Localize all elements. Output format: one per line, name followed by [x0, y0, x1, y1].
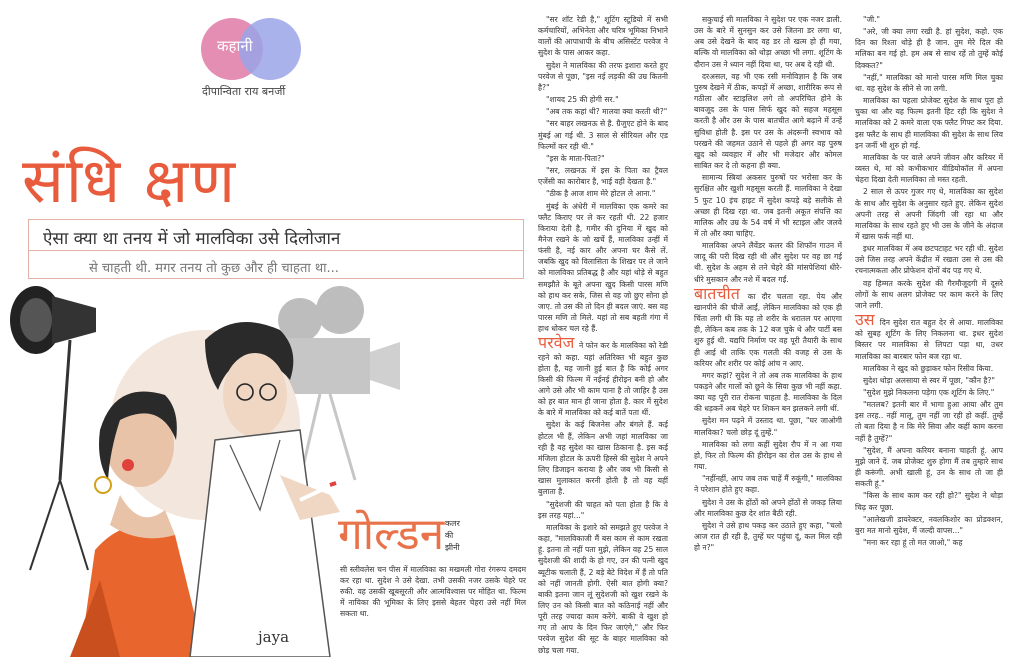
paragraph: सकुचाई सी मालविका ने सुदेश पर एक नजर डाली. उस के बारे में सुनसुन कर उसे जितना डर लगा था, अब उसे देखने के बाद वह डर तो खत्म हो ही गया, बल्कि वो मालविका को थोड़ा अच्छा भी लगा. शूटिंग के दौरान उस ने ध्यान नहीं दिया था, पर अब दे रही थी.: [694, 15, 842, 69]
paragraph: "ठीक है आज शाम मेरे होटल ले आना.": [546, 189, 656, 199]
paragraph: सुदेश ने उस के होंठों को अपने होंठों से जकड़ लिया और मालविका कुछ देर शांत बैठी रही.: [694, 497, 842, 518]
dropcap-continuation-line: कलर: [445, 519, 460, 528]
paragraph: "मना कर रहा हूं तो मत जाओ," कह: [863, 538, 963, 548]
subtitle-box: [28, 219, 524, 279]
story-title: संधि क्षण: [22, 144, 238, 217]
paragraph: सुदेश ने मालविका की तरफ इशारा करते हुए परवेज से पूछा, "इस नई लड़की की उम्र कितनी है?": [538, 60, 668, 92]
paragraph: सुदेश के कई बिजनेस और बंगले हैं. कई होटल भी हैं, लेकिन अभी जहां मालविका जा रही है वह सुदेश का खास ठिकाना है. इस कई मंजिला होटल के ऊपरी हिस्से की सुदेश ने अपने लिए डिजाइन कराया है और जब भी किसी से खास मुलाकात करनी होती है तो वह यहीं बुलाता है.: [538, 420, 668, 497]
text-column-1: [538, 14, 668, 654]
paragraph: "सर बाहर लखनऊ से है. ग्रैजुएट होने के बाद मुंबई आ गई थी. 3 साल से सीरियल और एड फिल्मों कर रही थी.": [538, 119, 668, 151]
paragraph: 2 साल से ऊपर गुजर गए थे, मालविका का सुदेश के साथ और सुदेश के अनुसार रहते हुए. लेकिन सुदेश अपनी तरह से अपनी जिंदगी जी रहा था और मालविका के साथ रहते हुए भी उस के जीने के अंदाज में खास फर्क नहीं था.: [855, 187, 1003, 241]
category-badge: [195, 18, 315, 78]
paragraph: सामान्य स्त्रियां अकसर पुरुषों पर भरोसा कर के सुरक्षित और खुशी महसूस करती हैं. मालविका ने देखा 5 फुट 10 इंच हाइट में सुदेश कपड़े बड़े सलीके से अच्छा ही दिख रहा था. जब इतनी अकूत संपत्ति का मालिक और उम्र के 54 वर्ष में भी स्टाइल और जलवे में तो और क्या चाहिए.: [694, 173, 842, 238]
paragraph: "सर, लखनऊ में इस के पिता का ट्रैवल एजेंसी का कारोबार है, भाई वही देखता है.": [538, 166, 668, 187]
paragraph: मालविका को लगा कहीं सुदेश रौप में न आ गया हो, फिर तो फिल्म की हीरोइन का रोल उस के हाथ से गया.: [694, 439, 842, 472]
paragraph: "नहीं," मालविका को मानो पारस मणि मिल चुका था. वह सुदेश के सीने से जा लगी.: [855, 72, 1003, 93]
category-label: कहानी: [217, 37, 253, 55]
paragraph: मालविका अपने लैवेंडर कलर की शिफॉन गाउन में जादू की परी दिख रही थी और सुदेश पर वह छा गई थी. सुदेश के अहम से तने चेहरे की मांसपेशियां धीरे-धीरे मुसकान और नशे में बदल गईं.: [694, 241, 842, 284]
paragraph: "नहींनहीं, आप जब तक चाहें मैं रुकूंगी," मालविका ने परेशान होते हुए कहा.: [694, 474, 842, 495]
paragraph: परवेज ने फोन कर के मालविका को रेडी रहने को कहा. यहां अतिरिक्त भी बहुत कुछ होता है, यह जानी हुई बात है कि कोई अगर किसी की फिल्म में नईनई हीरोइन बनी हो और आगे उसे और भी काम पाना है तो जाहिर है उस को हर बात मान ही जाना होता है. कार में सुदेश के बारे में मालविका को कई बातें पता थीं.: [538, 333, 668, 418]
dropcap-continuation-line: की: [445, 531, 454, 540]
dropcap-continuation-line: झीनी: [445, 543, 460, 552]
paragraph: "सर शॉट रेडी है," शूटिंग स्टूडियो में सभी कर्मचारियों, अभिनेता और चरित्र भूमिका निभाने वालों की आपाधापी के बीच असिस्टेंट परवेज ने सुदेश के पास आकर कहा.: [538, 15, 668, 58]
subtitle-divider: [29, 250, 523, 251]
paragraph: सुदेश मन पढ़ने में उस्ताद था. पूछा, "घर जाओगी मालविका? चलो छोड़ दूं तुम्हें.": [694, 416, 842, 437]
paragraph: "आलेखजी डायरेक्टर, नवलकिशोर का प्रोडक्शन, बुरा मत मानो सुदेश, मैं जल्दी वापस...": [855, 514, 1003, 535]
paragraph: मालविका का पहला प्रोजेक्ट सुदेश के साथ पूरा हो चुका था और यह फिल्म इतनी हिट रही कि सुदेश ने मालविका को 2 कमरे वाला एक फ्लैट गिफ्ट कर दिया. इस फ्लैट के साथ ही मालविका की सुदेश के साथ लिव इन जर्नी भी शुरु हो गई.: [855, 96, 1003, 150]
paragraph: "किस के साथ काम कर रही हो?" सुदेश ने थोड़ा चिढ़ कर पूछा.: [855, 491, 1003, 512]
paragraph: "जी.": [863, 15, 881, 24]
text-column-2: [694, 14, 842, 654]
intro-paragraph: सी स्लीवलेस चन पीस में मालविका का मखमली गोरा रंगरूप दमदम कर रहा था. सुदेश ने उसे देखा. तभी उसकी नजर उसके चेहरे पर रुकी. वह उसकी खूबसूरती और आत्मविश्वास पर मोहित था. फिल्म में नायिका की भूमिका के लिए इससे बेहतर चेहरा उसे नहीं मिल सकता था.: [340, 565, 526, 618]
section-dropcap: उस: [855, 310, 875, 330]
author-name: दीपान्विता राय बनर्जी: [202, 85, 286, 98]
paragraph: "सुदेश मुझे निकलना पड़ेगा एक शूटिंग के लिए.": [863, 388, 995, 397]
paragraph: "सुदेश, मैं अपना करियर बनाना चाहती हूं. आप मुझे जाने दें. जब प्रोजेक्ट शुरु होगा मैं तब तुम्हारे साथ ही करूंगी. अभी खाली हूं, उन के साथ तो जा ही सकती हूं.": [855, 445, 1003, 489]
paragraph: मालविका ने खुद को छुड़ाकर फोन रिसीव किया.: [863, 363, 994, 373]
text-column-3: [855, 14, 1003, 654]
paragraph: "सुदेशजी की चाहत को पता होता है कि वे इस तरह यहां...": [538, 499, 668, 520]
paragraph: मालविका के पर वाले अपने जीवन और करियर में व्यस्त थे, मां को कभीकभार वीडियोकॉल में अपना चेहरा दिखा देती मालविका तो मस्त रहती.: [855, 152, 1003, 185]
subtitle-line-1: ऐसा क्या था तनय में जो मालविका उसे दिलोजान: [43, 229, 341, 249]
paragraph: सुदेश थोड़ा अलसाया से स्वर में पूछा, "कौन है?": [863, 375, 995, 385]
section-dropcap: बातचीत: [694, 283, 740, 303]
studio-light-icon: [10, 286, 96, 570]
paragraph: मुंबई के अंधेरी में मालविका एक कमरे का फ्लैट किराए पर ले कर रहती थी. 22 हजार किराया देती है, गमीर की दुनिया में खुद को मैनेज रखने के जो खर्चे हैं, मालविका उन्हीं में फंसी है, नई कार और अपना घर कैसे लें. जबकि खुद को विलासिता के शिखर पर ले जाने को मालविका प्रतिबद्ध है और यहां थोड़े से बहुत समझौते के बूते अपना खुद किसी पारस मणि को हाथ कर सके, जिस से वह जो छुए सोना हो जाए. तो उस की तो दिन ही बदल जाएं. बस वह पारस मणि तो मिले. यहां तो सब बहती गंगा में हाथ धोकर चल रहे हैं.: [538, 201, 668, 334]
illustrator-signature: jaya: [258, 628, 290, 646]
dropcap-word: गोल्डन: [338, 509, 445, 560]
paragraph: मगर कहां? सुदेश ने तो अब तक मालविका के हाथ पकड़ने और गालों को छूने के सिवा कुछ भी नहीं कहा. क्या यह पूरी रात रोकना चाहता है. मालविका के दिल की धड़कनें अब चेहरे पर शिकन बन झलकने लगी थीं.: [694, 370, 842, 414]
paragraph: "मतलब? इतनी बार में भागा हुआ आया और तुम इस तरह.. नहीं मालू, तुम नहीं जा रही हो कहीं. तुम्हें तो बता दिया है न कि मेरे सिवा और कहीं काम करना नहीं है तुम्हें?": [855, 400, 1003, 443]
section-dropcap: परवेज: [538, 333, 575, 353]
paragraph: दरअसल, वह भी एक रसी मनोविज्ञान है कि जब पुरुष देखने में ठीक, कपड़ों में अच्छा, शारीरिक रूप से गठीला और स्टाइलिश लगे तो अपरिचित होने के बावजूद उस के पास सिर्फ खुद को सहज महसूस करती है और उस के पास बातचीत आगे बढ़ाने में उन्हें सुविधा होती है. इस पर उस के अंदरूनी स्वभाव को परखने की जहमत उठाने से पहले ही अगर वह पुरुष खुद को व्यवहार में और भी मजेदार और कोमल साबित कर दे तो कहना ही क्या.: [694, 71, 842, 171]
paragraph: बातचीत का दौर चलता रहा. पेय और खानपीने की चीजें आईं, लेकिन मालविका को एक ही चिंता लगी थी कि यह तो शरीर के धरातल पर आएगा ही, लेकिन कब तक के 12 बज चुके थे और पार्टी बस शुरु हुई थी. यद्यपि निर्माण पर वह पूरी तैयारी के साथ ही आई थी ताकि एक गलती की वजह से उस के करियर और शरीर पर कोई आंच न आए.: [694, 283, 842, 368]
paragraph: "अरे, जी क्या लगा रखी है. हां सुदेश, कहो. एक दिन का रिश्ता थोड़े ही है जान. तुम मेरे दिल की मलिका बन गई हो. हम अब से साथ रहें तो तुम्हें कोई दिक्कत?": [855, 27, 1003, 70]
paragraph: सुदेश ने उसे हाथ पकड़ कर उठाते हुए कहा, "चलो आज रात ही रही है, तुम्हें घर पहुंचा दूं, कल मिल रही हो न?": [694, 520, 842, 553]
paragraph: वह हिम्मत करके सुदेश की गैरमौजूदगी में दूसरे लोगों के साथ अलग प्रोजेक्ट पर काम करने के लिए जाने लगी.: [855, 278, 1003, 310]
paragraph: "शायद 25 की होगी सर.": [546, 95, 619, 105]
paragraph: उस दिन सुदेश रात बहुत देर से आया. मालविका को सुबह शूटिंग के लिए निकलना था. इधर सुदेश बिस्तर पर मालविका से लिपटा पड़ा था, उधर मालविका का बारबार फोन बज रहा था.: [855, 310, 1003, 361]
paragraph: इधर मालविका में अब छटपटाहट भर रही थी. सुदेश उसे जिस तरह अपने केंद्रीत में रखता उस से उस की रचनात्मकता और प्रोफेशन दोनों बंद पड़ गए थे.: [855, 244, 1003, 276]
paragraph: "इस के माता-पिता?": [546, 153, 605, 163]
dropcap-continuation: [445, 518, 475, 554]
subtitle-line-2: से चाहती थी. मगर तनय तो कुछ और ही चाहता था...: [89, 261, 339, 276]
paragraph: मालविका के इशारे को समझते हुए परवेज ने कहा, "मालविकाजी मैं बस काम से काम रखता हूं. इतना तो नहीं पता मुझे, लेकिन वह 25 साल सुदेशजी की शादी के हो गए, उन की पत्नी खुद ब्यूटीक चलाती हैं, 2 बड़े बेटे विदेश में हैं तो पति को नहीं जानती होगी. ऐसी बात होगी क्या? बाकी इतना जान लूं सुदेशजी को खुश रखने के लिए उन को किसी बात को कठिनाई नहीं और पूरी तरह ज्यादा काम करेंगे. बाकी वे खुश हो गए तो आप के दिन फिर जाएंगे," और फिर परवेज सुदेश की सूट के बाहर मालविका को छोड़ चला गया.: [538, 522, 668, 654]
paragraph: "अब तक कहां थी? मालवा क्या करती थी?": [546, 107, 668, 117]
